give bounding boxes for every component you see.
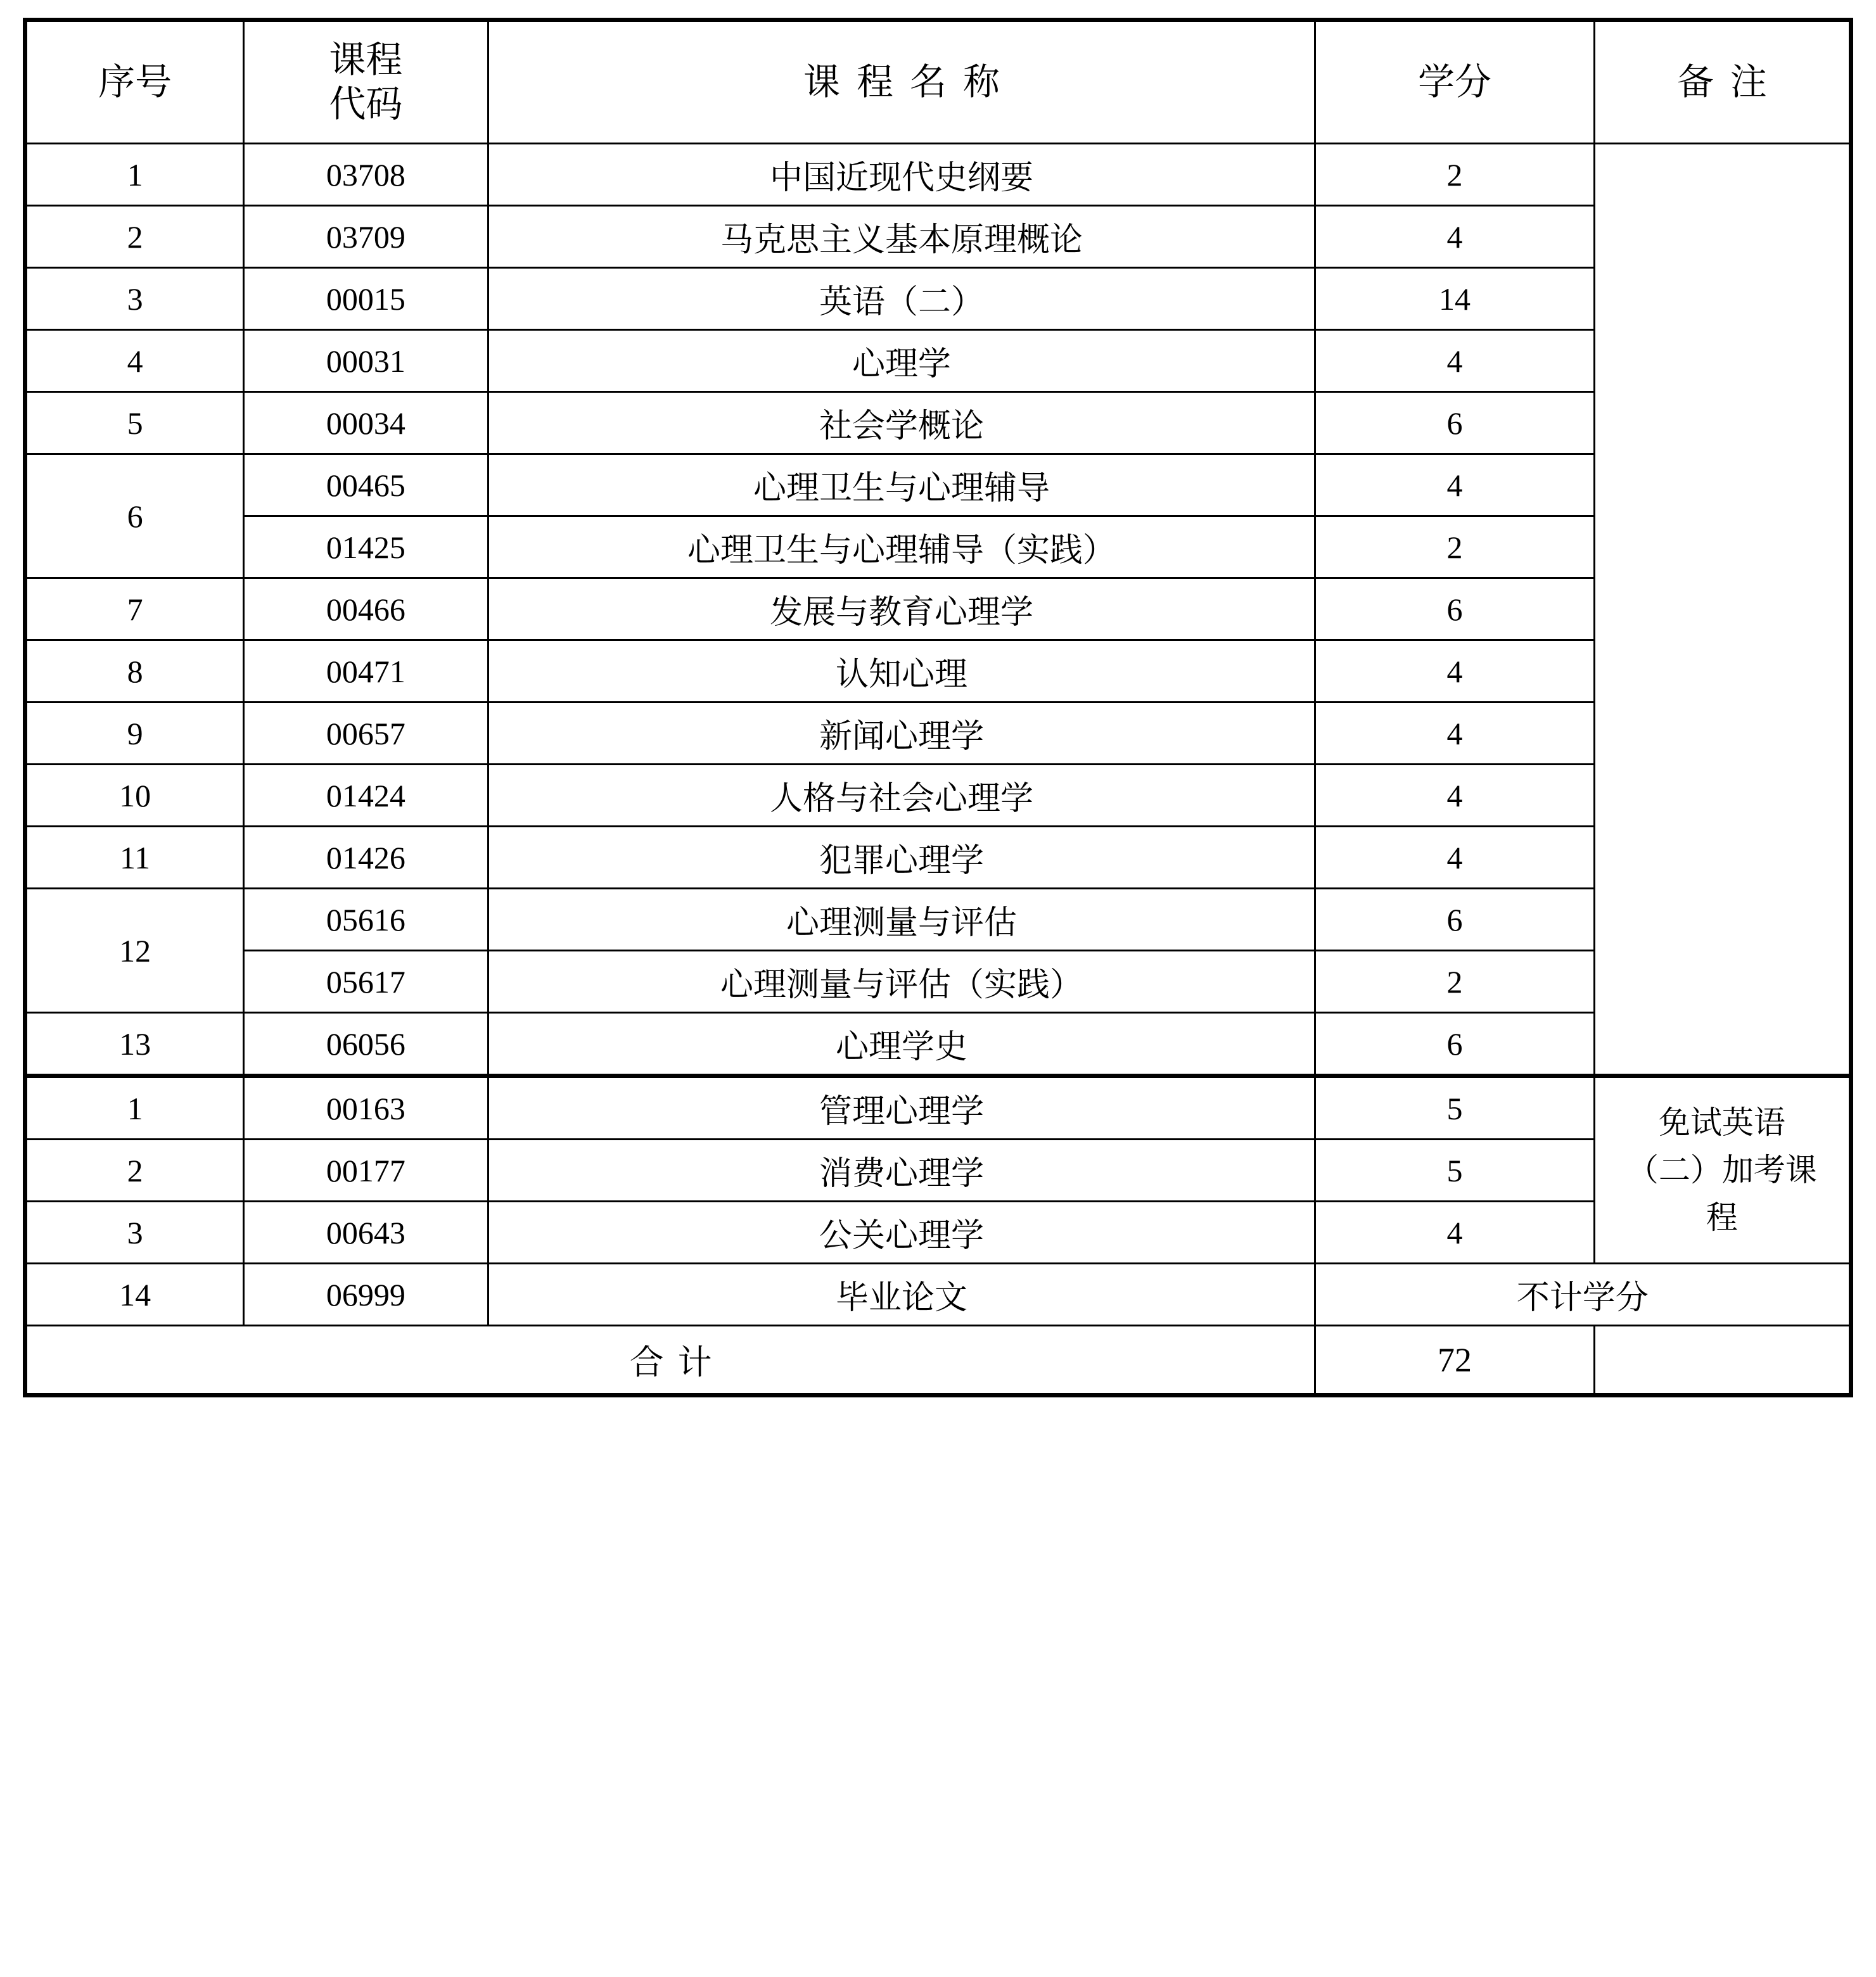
total-label: 合计 [25, 1326, 1315, 1395]
row-name: 认知心理 [488, 640, 1315, 702]
row-remark-note [1594, 1076, 1851, 1264]
row-credit: 6 [1315, 392, 1594, 454]
table-row-extra [25, 1202, 1851, 1264]
table-row [25, 454, 1851, 516]
row-no: 8 [25, 640, 244, 702]
row-credit: 4 [1315, 702, 1594, 765]
row-no: 1 [25, 144, 244, 206]
row-credit: 6 [1315, 1013, 1594, 1076]
row-credit: 4 [1315, 765, 1594, 827]
table-row-extra [25, 1140, 1851, 1202]
row-code: 00034 [244, 392, 488, 454]
row-code: 00465 [244, 454, 488, 516]
table-row [25, 702, 1851, 765]
row-no: 13 [25, 1013, 244, 1076]
table-row [25, 1013, 1851, 1076]
row-code: 00163 [244, 1076, 488, 1140]
header-code-line2: 代码 [329, 84, 403, 125]
row-no: 3 [25, 1202, 244, 1264]
row-credit: 4 [1315, 1202, 1594, 1264]
row-code: 00643 [244, 1202, 488, 1264]
table-row [25, 889, 1851, 951]
row-no: 1 [25, 1076, 244, 1140]
row-code: 05616 [244, 889, 488, 951]
row-credit: 14 [1315, 268, 1594, 330]
row-code: 00471 [244, 640, 488, 702]
table-row [25, 206, 1851, 268]
row-name: 心理卫生与心理辅导（实践） [488, 516, 1315, 578]
row-credit: 5 [1315, 1140, 1594, 1202]
row-no: 10 [25, 765, 244, 827]
header-name: 课程名称 [488, 20, 1315, 144]
course-plan-table [23, 18, 1853, 1397]
table-row-thesis [25, 1264, 1851, 1326]
row-name: 心理学史 [488, 1013, 1315, 1076]
row-name: 社会学概论 [488, 392, 1315, 454]
row-code: 05617 [244, 951, 488, 1013]
row-code: 03708 [244, 144, 488, 206]
row-code: 06999 [244, 1264, 488, 1326]
total-remark-blank [1594, 1326, 1851, 1395]
table-row [25, 392, 1851, 454]
row-credit: 2 [1315, 951, 1594, 1013]
row-code: 00657 [244, 702, 488, 765]
row-no: 14 [25, 1264, 244, 1326]
row-code: 01424 [244, 765, 488, 827]
row-name: 发展与教育心理学 [488, 578, 1315, 640]
row-name: 毕业论文 [488, 1264, 1315, 1326]
row-no: 9 [25, 702, 244, 765]
table-row [25, 951, 1851, 1013]
row-credit: 2 [1315, 144, 1594, 206]
row-no: 4 [25, 330, 244, 392]
row-name: 公关心理学 [488, 1202, 1315, 1264]
row-credit: 6 [1315, 578, 1594, 640]
row-no: 2 [25, 1140, 244, 1202]
row-code: 00177 [244, 1140, 488, 1202]
table-row [25, 330, 1851, 392]
remark-line-3: 程 [1706, 1200, 1738, 1235]
row-code: 00031 [244, 330, 488, 392]
table-row [25, 827, 1851, 889]
table-footer [25, 1326, 1851, 1395]
total-credits: 72 [1315, 1326, 1594, 1395]
remark-line-2: （二）加考课 [1626, 1152, 1817, 1188]
header-no: 序号 [25, 20, 244, 144]
table-header [25, 20, 1851, 144]
row-code: 00015 [244, 268, 488, 330]
row-credit: 6 [1315, 889, 1594, 951]
row-credit: 2 [1315, 516, 1594, 578]
remark-line-1: 免试英语 [1658, 1105, 1785, 1140]
row-no: 5 [25, 392, 244, 454]
row-code: 03709 [244, 206, 488, 268]
row-code: 01425 [244, 516, 488, 578]
table-row [25, 578, 1851, 640]
row-remark-blank [1594, 144, 1851, 1076]
header-credit: 学分 [1315, 20, 1594, 144]
header-code-line1: 课程 [329, 39, 403, 81]
row-no: 3 [25, 268, 244, 330]
row-credit: 5 [1315, 1076, 1594, 1140]
row-name: 心理学 [488, 330, 1315, 392]
row-name: 心理卫生与心理辅导 [488, 454, 1315, 516]
footer-row [25, 1326, 1851, 1395]
row-credit: 4 [1315, 206, 1594, 268]
table-row [25, 516, 1851, 578]
row-name: 英语（二） [488, 268, 1315, 330]
table-row [25, 268, 1851, 330]
row-no: 11 [25, 827, 244, 889]
row-credit-note: 不计学分 [1315, 1264, 1851, 1326]
row-name: 心理测量与评估（实践） [488, 951, 1315, 1013]
row-no: 7 [25, 578, 244, 640]
header-row [25, 20, 1851, 144]
row-credit: 4 [1315, 454, 1594, 516]
row-credit: 4 [1315, 827, 1594, 889]
row-no: 12 [25, 889, 244, 1013]
row-name: 心理测量与评估 [488, 889, 1315, 951]
row-name: 中国近现代史纲要 [488, 144, 1315, 206]
row-name: 新闻心理学 [488, 702, 1315, 765]
row-name: 人格与社会心理学 [488, 765, 1315, 827]
row-code: 06056 [244, 1013, 488, 1076]
row-no: 2 [25, 206, 244, 268]
header-code [244, 20, 488, 144]
row-code: 01426 [244, 827, 488, 889]
table-row [25, 765, 1851, 827]
table-row [25, 640, 1851, 702]
row-name: 消费心理学 [488, 1140, 1315, 1202]
row-name: 犯罪心理学 [488, 827, 1315, 889]
table-row [25, 144, 1851, 206]
row-name: 管理心理学 [488, 1076, 1315, 1140]
row-credit: 4 [1315, 640, 1594, 702]
row-no: 6 [25, 454, 244, 578]
table-row-extra [25, 1076, 1851, 1140]
table-body [25, 144, 1851, 1326]
row-credit: 4 [1315, 330, 1594, 392]
row-name: 马克思主义基本原理概论 [488, 206, 1315, 268]
header-remark: 备注 [1594, 20, 1851, 144]
row-code: 00466 [244, 578, 488, 640]
